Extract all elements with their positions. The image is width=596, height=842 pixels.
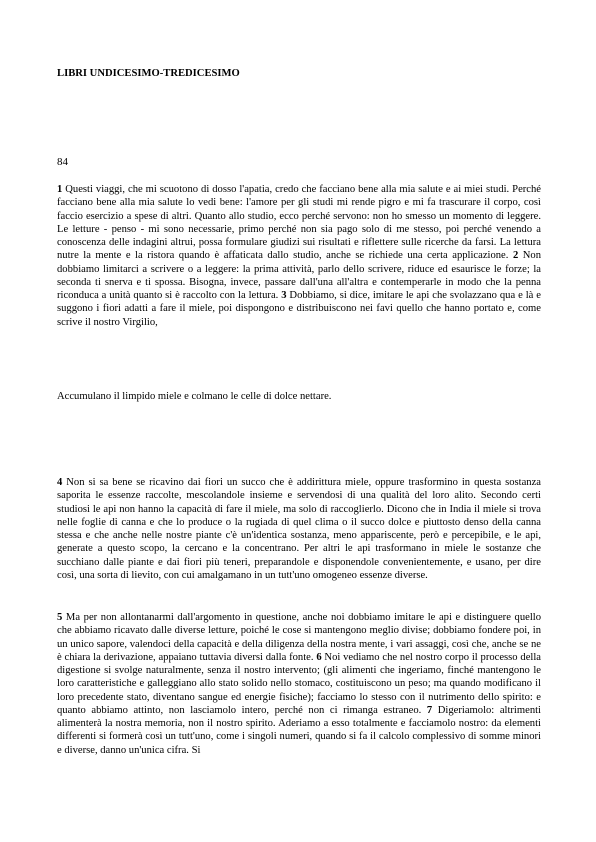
- paragraph-text: Noi vediamo che nel nostro corpo il processo della digestione si svolge naturalmente, senza il nostro intervento; (gli alimenti che ingeriamo, finché mantengono le loro caratteristiche e galleggiano allo stato solido nello stomaco, costituiscono un peso; ma quando modificano il loro precedente stato, diventano sangue ed energie fisiche); facciamo lo stesso con il nutrimento dello spirito: e quanto abbiamo attinto, non lasciamolo intero, perché non ci rimanga estraneo.: [57, 651, 541, 716]
- section-number: 7: [426, 704, 433, 716]
- paragraph-3: [57, 611, 541, 757]
- section-number: 5: [57, 612, 63, 623]
- page-number: 84: [57, 156, 68, 168]
- section-number: 6: [316, 651, 322, 663]
- section-number: 2: [512, 250, 519, 262]
- section-number: 4: [57, 477, 63, 488]
- paragraph-text: Questi viaggi, che mi scuotono di dosso l'apatia, credo che facciano bene alla mia salute e ai miei studi. Perché facciano bene alla mia salute lo vedi bene: l'amore per gli studi mi rende pigro e mi fa trascurare il corpo, così faccio esercizio a spese di altri. Quanto allo studio, ecco perché servono: non ho smesso un momento di leggere. Le letture - penso - mi sono necessarie, primo perché non sia pago solo di me stesso, poi perché venendo a conoscenza delle indagini altrui, possa formulare giudizi sui risultati e riflettere sulle ricerche da farsi. La lettura nutre la mente e la ristora quando è affaticata dallo studio, anche se richiede una certa applicazione.: [57, 184, 541, 262]
- section-number: 3: [281, 290, 287, 301]
- paragraph-1: [57, 183, 541, 329]
- paragraph-text: Non dobbiamo limitarci a scrivere o a leggere: la prima attività, parlo dello scrivere, riduce ed esaurisce le forze; la seconda ti snerva e ti spossa. Bisogna, invece, passare dall'una all'altra e contemperarle in modo che la penna riconduca a unità quanto si è raccolto con la lettura.: [57, 250, 541, 301]
- paragraph-2: [57, 476, 541, 582]
- paragraph-text: Dobbiamo, si dice, imitare le api che svolazzano qua e là e suggono i fiori adatti a fare il miele, poi dispongono e distribuiscono nei favi quello che hanno portato e, come scrive il nostro Virgilio,: [57, 290, 541, 328]
- verse-quote: Accumulano il limpido miele e colmano le celle di dolce nettare.: [57, 391, 332, 402]
- paragraph-text: Ma per non allontanarmi dall'argomento in questione, anche noi dobbiamo imitare le api e distinguere quello che abbiamo ricavato dalle diverse letture, poiché le cose si mantengono meglio divise; dobbiamo fondere poi, in un unico sapore, valendoci della capacità e della diligenza della nostra mente, i vari assaggi, così che, anche se ne è chiara la derivazione, appaiano tuttavia diversi dalla fonte.: [57, 612, 541, 663]
- paragraph-text: Non si sa bene se ricavino dai fiori un succo che è addirittura miele, oppure trasformino in questa sostanza saporita le essenze raccolte, mescolandole insieme e servendosi di una qualità del loro alito. Secondo certi studiosi le api non hanno la capacità di fare il miele, ma solo di raccoglierlo. Dicono che in India il miele si trova nelle foglie di canna e che lo produce o la rugiada di quel clima o il succo dolce e piuttosto denso della canna stessa e che anche nelle nostre piante c'è un'identica sostanza, meno appariscente, però e percepibile, e le api, generate a questo scopo, la cercano e la concentrano. Per altri le api trasformano in miele le sostanze che succhiano dalle piante e dai fiori più teneri, preparandole e disponendole convenientemente, e usano, per dire così, una sorta di lievito, con cui amalgamano in un tutt'uno omogeneo essenze diverse.: [57, 477, 541, 581]
- paragraph-text: Digeriamolo: altrimenti alimenterà la nostra memoria, non il nostro spirito. Aderiamo a esso totalmente e facciamolo nostro: da elementi differenti si formerà così un tutt'uno, come i singoli numeri, quando si fa il calcolo complessivo di somme minori e diverse, danno un'unica cifra. Si: [57, 704, 542, 756]
- section-heading: LIBRI UNDICESIMO-TREDICESIMO: [57, 68, 240, 79]
- section-number: 1: [57, 184, 63, 195]
